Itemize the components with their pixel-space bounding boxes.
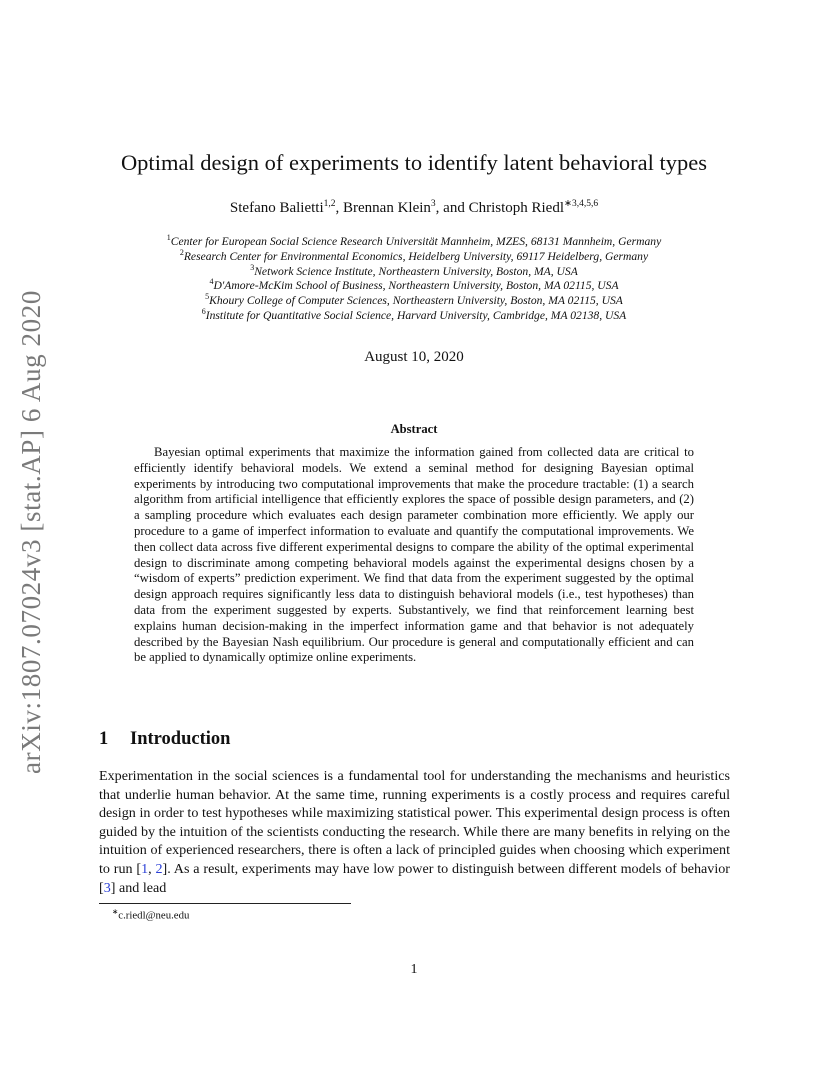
affiliation-text: Research Center for Environmental Economics, Heidelberg University, 69117 Heidelberg, Germany: [183, 249, 649, 263]
author-separator: , and: [435, 200, 469, 216]
affiliation-mark: 6: [201, 306, 206, 316]
introduction-paragraph: [99, 767, 730, 897]
page-number: 1: [410, 962, 418, 977]
intro-text: ]. As a result, experiments may have low power to distinguish between different models of behavior [: [99, 860, 730, 896]
publication-date: August 10, 2020: [364, 349, 464, 365]
citation-link[interactable]: 2: [155, 860, 163, 877]
affiliation-mark: 2: [179, 247, 184, 257]
affiliation: [0, 305, 828, 320]
section-title: Introduction: [130, 729, 231, 749]
author-name: Stefano Balietti: [229, 200, 324, 216]
affiliation: [0, 290, 828, 308]
affiliation-text: Khoury College of Computer Sciences, Northeastern University, Boston, MA 02115, USA: [209, 294, 623, 308]
affiliation-text: Network Science Institute, Northeastern University, Boston, MA, USA: [254, 264, 578, 278]
author-name: Brennan Klein: [343, 200, 431, 216]
footnote-rule: [99, 903, 351, 904]
arxiv-identifier: arXiv:1807.07024v3 [stat.AP] 6 Aug 2020: [16, 290, 46, 774]
affiliation-mark: 3: [250, 262, 255, 272]
intro-text: ] and lead: [110, 879, 167, 896]
section-heading: [99, 729, 230, 750]
affiliation: [0, 246, 828, 261]
footnote-mark: ∗: [112, 907, 119, 916]
affiliation-mark: 5: [205, 292, 210, 302]
affiliation-text: D'Amore-McKim School of Business, Northeastern University, Boston, MA 02115, USA: [213, 279, 619, 293]
affiliation-text: Institute for Quantitative Social Science, Harvard University, Cambridge, MA 02138, USA: [205, 308, 627, 322]
citation-link[interactable]: 3: [103, 879, 111, 896]
author-affiliation-marks: ∗3,4,5,6: [564, 199, 599, 209]
affiliation-mark: 4: [209, 277, 214, 287]
affiliation: [0, 231, 828, 246]
affiliation: [0, 261, 828, 276]
affiliation-text: Center for European Social Science Research Universität Mannheim, MZES, 68131 Mannheim, Germany: [170, 234, 662, 248]
abstract-heading: Abstract: [390, 422, 438, 436]
author-list: [0, 198, 828, 217]
section-number: 1: [99, 729, 109, 749]
affiliation-mark: 1: [166, 233, 171, 242]
author-affiliation-marks: 1,2: [323, 199, 336, 209]
paper-title: Optimal design of experiments to identify latent behavioral types: [120, 150, 708, 175]
footnote: [112, 907, 189, 922]
affiliation-list: [0, 231, 828, 320]
abstract-body: Bayesian optimal experiments that maximize the information gained from collected data are critical to efficiently identify behavioral models. We extend a seminal method for designing Bayesian optimal experiments by introducing two computational improvements that make the procedure tractable: (1) a search algorithm from artificial intelligence that efficiently explores the space of possible design parameters, and (2) a sampling procedure which evaluates each design parameter combination more efficiently. We apply our procedure to a game of imperfect information to evaluate and quantify the computational improvements. We then collect data across five different experimental designs to compare the ability of the optimal experimental design to discriminate among competing behavioral models against the experimental designs chosen by a “wisdom of experts” prediction experiment. We find that data from the experiment suggested by the optimal design approach requires significantly less data to distinguish behavioral models (i.e., test hypotheses) than data from the experiment suggested by experts. Substantively, we find that reinforcement learning best explains human decision-making in the imperfect information game and that behavior is not adequately described by the Bayesian Nash equilibrium. Our procedure is general and computationally efficient and can be applied to dynamically optimize online experiments.: [134, 445, 694, 665]
intro-text: Experimentation in the social sciences is a fundamental tool for understanding the mechanisms and heuristics that underlie human behavior. At the same time, running experiments is a costly process and requires careful design in order to test hypotheses while maximizing statistical power. This experimental design process is often guided by the intuition of the scientists conducting the research. While there are many benefits in relying on the intuition of experienced researchers, there is often a lack of principled guides when choosing which experiment to run [: [99, 768, 730, 877]
author-affiliation-marks: 3: [430, 199, 436, 209]
author-separator: ,: [335, 200, 344, 216]
footnote-email: c.riedl@neu.edu: [118, 909, 190, 922]
citation-link[interactable]: 1: [141, 860, 149, 877]
author-name: Christoph Riedl: [468, 200, 564, 216]
citation-separator: ,: [148, 860, 156, 877]
affiliation: [0, 275, 828, 293]
